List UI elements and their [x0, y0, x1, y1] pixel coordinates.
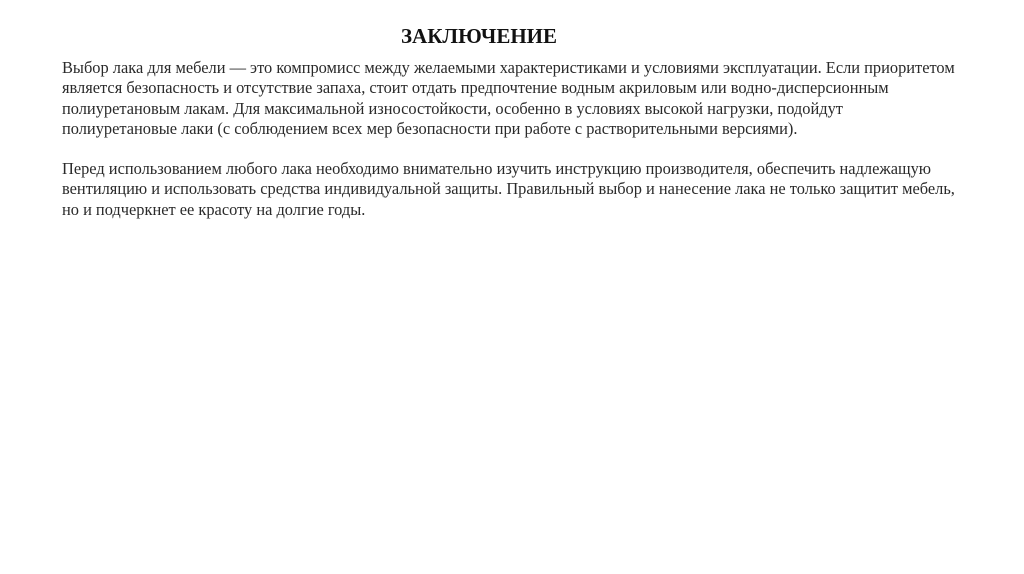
slide-body	[62, 58, 962, 220]
paragraph-conclusion-choice: Выбор лака для мебели — это компромисс между желаемыми характеристиками и условиями эксплуатации. Если приоритетом является безопасность и отсутствие запаха, стоит отдать предпочтение водным акриловым или водно-дисперсионным полиуретановым лакам. Для максимальной износостойкости, особенно в условиях высокой нагрузки, подойдут полиуретановые лаки (с соблюдением всех мер безопасности при работе с растворительными версиями).	[62, 58, 955, 138]
slide-title: ЗАКЛЮЧЕНИЕ	[400, 24, 558, 48]
paragraph-safety-instructions: Перед использованием любого лака необходимо внимательно изучить инструкцию производителя, обеспечить надлежащую вентиляцию и использовать средства индивидуальной защиты. Правильный выбор и нанесение лака не только защитит мебель, но и подчеркнет ее красоту на долгие годы.	[62, 159, 955, 219]
